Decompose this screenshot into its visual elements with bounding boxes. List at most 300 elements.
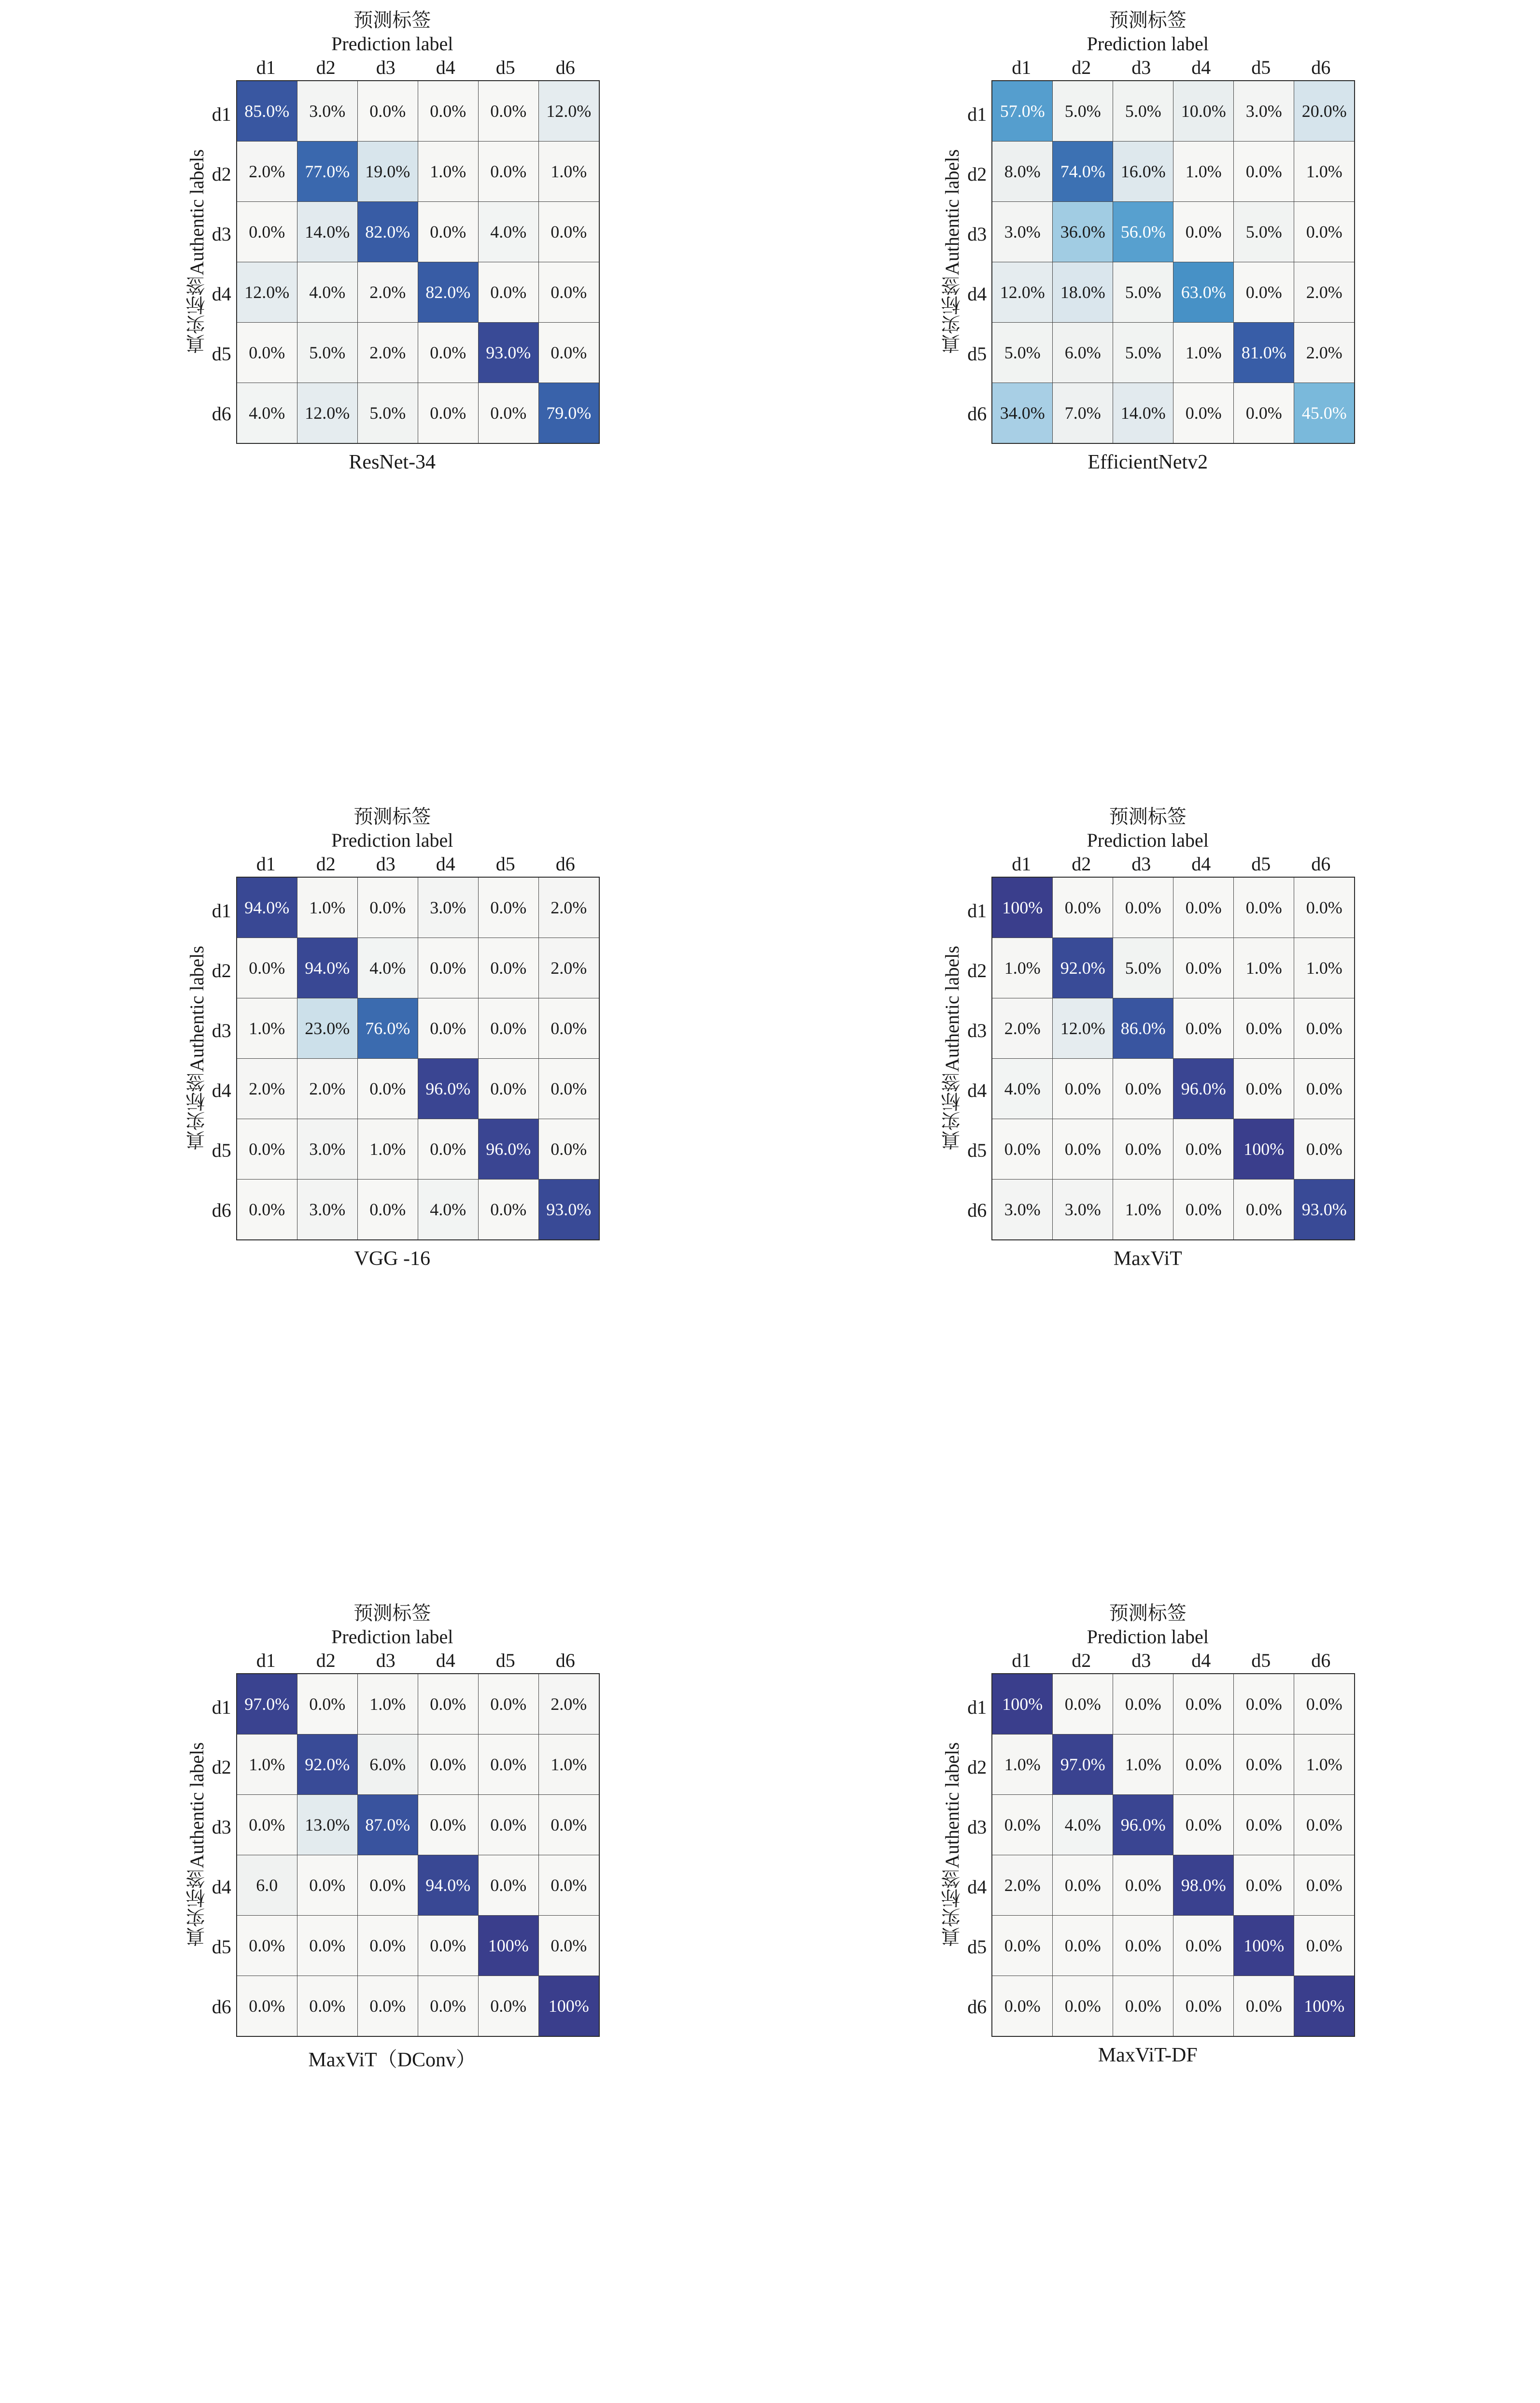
- matrix-cell: 0.0%: [1173, 1674, 1234, 1735]
- matrix-cell: 0.0%: [1113, 877, 1173, 938]
- matrix-cell: 10.0%: [1173, 81, 1234, 142]
- table-row: [992, 383, 1355, 443]
- matrix-cell: 0.0%: [1053, 877, 1113, 938]
- table-row: [992, 201, 1355, 262]
- matrix-cell: 85.0%: [237, 81, 297, 142]
- table-row: [237, 1674, 599, 1735]
- confusion-matrix-panel: [14, 9, 770, 805]
- model-name-label: MaxViT（DConv）: [308, 2048, 476, 2071]
- matrix-cell: 0.0%: [237, 938, 297, 998]
- matrix-cell: 45.0%: [1294, 383, 1355, 443]
- matrix-cell: 1.0%: [1113, 1179, 1173, 1240]
- column-label-d5: d5: [1251, 853, 1271, 875]
- confusion-matrix-table: [991, 80, 1355, 444]
- column-label-d6: d6: [555, 853, 575, 875]
- row-label-d2: d2: [212, 163, 231, 185]
- panel-top-title: [331, 805, 453, 853]
- matrix-cell: 100%: [538, 1976, 599, 2036]
- column-labels: [991, 855, 1355, 877]
- column-label-d6: d6: [555, 1649, 575, 1671]
- confusion-matrix-panel: [14, 1602, 770, 2398]
- matrix-cell: 0.0%: [418, 1915, 478, 1976]
- matrix-cell: 0.0%: [478, 1674, 538, 1735]
- matrix-cell: 0.0%: [1113, 1855, 1173, 1915]
- matrix-cell: 81.0%: [1234, 322, 1294, 383]
- matrix-cell: 93.0%: [538, 1179, 599, 1240]
- panel-top-title: [1087, 1602, 1209, 1649]
- table-row: [237, 1855, 599, 1915]
- row-label-d3: d3: [212, 223, 231, 245]
- table-row: [237, 1734, 599, 1794]
- row-label-d6: d6: [212, 403, 231, 425]
- matrix-cell: 0.0%: [1294, 877, 1355, 938]
- matrix-cell: 5.0%: [297, 322, 357, 383]
- column-label-d2: d2: [316, 1649, 336, 1671]
- matrix-cell: 1.0%: [357, 1674, 418, 1735]
- table-row: [237, 1058, 599, 1119]
- table-row: [992, 1058, 1355, 1119]
- y-axis-label: [940, 59, 964, 444]
- row-label-d5: d5: [212, 343, 231, 365]
- matrix-cell: 1.0%: [1173, 141, 1234, 201]
- table-row: [237, 322, 599, 383]
- matrix-cell: 3.0%: [297, 81, 357, 142]
- matrix-cell: 1.0%: [1173, 322, 1234, 383]
- authentic-labels-cn: 真实标签: [185, 1869, 208, 1947]
- matrix-cell: 0.0%: [1053, 1119, 1113, 1179]
- matrix-cell: 0.0%: [357, 81, 418, 142]
- model-name-label: ResNet-34: [349, 451, 436, 473]
- matrix-cell: 0.0%: [1294, 1794, 1355, 1855]
- row-label-d4: d4: [967, 1080, 987, 1102]
- table-row: [237, 1915, 599, 1976]
- prediction-label-cn: 预测标签: [353, 1602, 431, 1624]
- matrix-cell: 5.0%: [1113, 938, 1173, 998]
- matrix-cell: 96.0%: [1173, 1058, 1234, 1119]
- matrix-cell: 0.0%: [478, 262, 538, 322]
- prediction-label-en: Prediction label: [331, 32, 453, 55]
- matrix-cell: 4.0%: [237, 383, 297, 443]
- table-row: [992, 1794, 1355, 1855]
- column-label-d6: d6: [1311, 56, 1331, 78]
- column-label-d5: d5: [495, 853, 515, 875]
- matrix-cell: 93.0%: [1294, 1179, 1355, 1240]
- matrix-cell: 0.0%: [1294, 201, 1355, 262]
- table-row: [237, 262, 599, 322]
- column-labels: [236, 855, 600, 877]
- prediction-label-en: Prediction label: [1087, 32, 1209, 55]
- prediction-label-cn: 预测标签: [1109, 1602, 1187, 1624]
- matrix-cell: 0.0%: [538, 1058, 599, 1119]
- matrix-cell: 0.0%: [538, 998, 599, 1058]
- matrix-cell: 1.0%: [1234, 938, 1294, 998]
- column-label-d3: d3: [1131, 1649, 1151, 1671]
- matrix-cell: 57.0%: [992, 81, 1053, 142]
- column-label-d4: d4: [436, 1649, 455, 1671]
- row-labels: [967, 59, 987, 444]
- model-name-label: MaxViT-DF: [1098, 2044, 1198, 2066]
- row-labels: [967, 855, 987, 1240]
- column-label-d5: d5: [1251, 1649, 1271, 1671]
- column-labels: [991, 56, 1355, 80]
- matrix-cell: 0.0%: [237, 1179, 297, 1240]
- matrix-cell: 100%: [1294, 1976, 1355, 2036]
- matrix-cell: 0.0%: [538, 1855, 599, 1915]
- table-row: [237, 201, 599, 262]
- matrix-cell: 0.0%: [478, 1179, 538, 1240]
- matrix-cell: 74.0%: [1053, 141, 1113, 201]
- matrix-cell: 0.0%: [1053, 1855, 1113, 1915]
- row-label-d1: d1: [212, 900, 231, 922]
- table-row: [992, 998, 1355, 1058]
- row-labels: [967, 1652, 987, 2037]
- matrix-cell: 12.0%: [297, 383, 357, 443]
- matrix-cell: 1.0%: [1113, 1734, 1173, 1794]
- column-label-d1: d1: [1012, 56, 1031, 78]
- matrix-cell: 2.0%: [237, 1058, 297, 1119]
- matrix-cell: 20.0%: [1294, 81, 1355, 142]
- authentic-labels-en: Authentic labels: [941, 1742, 963, 1868]
- row-label-d2: d2: [212, 1756, 231, 1778]
- table-row: [237, 1794, 599, 1855]
- matrix-cell: 0.0%: [1113, 1058, 1173, 1119]
- matrix-cell: 0.0%: [538, 1915, 599, 1976]
- matrix-cell: 77.0%: [297, 141, 357, 201]
- authentic-labels-cn: 真实标签: [941, 276, 963, 354]
- column-label-d4: d4: [436, 853, 455, 875]
- matrix-cell: 0.0%: [1053, 1976, 1113, 2036]
- confusion-matrix-table: [236, 1673, 600, 2037]
- row-label-d1: d1: [967, 900, 987, 922]
- matrix-area: [185, 855, 600, 1240]
- matrix-with-column-labels: [236, 1649, 600, 2037]
- column-labels: [991, 1649, 1355, 1673]
- row-label-d3: d3: [967, 223, 987, 245]
- matrix-cell: 0.0%: [1113, 1915, 1173, 1976]
- matrix-cell: 3.0%: [992, 201, 1053, 262]
- matrix-cell: 0.0%: [357, 877, 418, 938]
- matrix-cell: 1.0%: [538, 141, 599, 201]
- matrix-cell: 2.0%: [992, 998, 1053, 1058]
- row-label-d1: d1: [212, 103, 231, 126]
- matrix-cell: 0.0%: [478, 383, 538, 443]
- table-row: [237, 998, 599, 1058]
- matrix-cell: 0.0%: [1053, 1915, 1113, 1976]
- matrix-cell: 4.0%: [1053, 1794, 1113, 1855]
- matrix-cell: 100%: [478, 1915, 538, 1976]
- matrix-cell: 0.0%: [538, 262, 599, 322]
- column-label-d3: d3: [376, 853, 396, 875]
- authentic-labels-en: Authentic labels: [185, 149, 208, 275]
- row-label-d2: d2: [212, 960, 231, 982]
- row-label-d5: d5: [967, 343, 987, 365]
- matrix-cell: 0.0%: [1234, 1855, 1294, 1915]
- matrix-cell: 4.0%: [418, 1179, 478, 1240]
- prediction-label-en: Prediction label: [331, 1625, 453, 1648]
- matrix-cell: 0.0%: [357, 1179, 418, 1240]
- matrix-cell: 0.0%: [478, 141, 538, 201]
- confusion-matrix-table: [991, 1673, 1355, 2037]
- confusion-matrix-panel: [14, 805, 770, 1602]
- matrix-cell: 0.0%: [357, 1976, 418, 2036]
- matrix-cell: 82.0%: [418, 262, 478, 322]
- matrix-cell: 0.0%: [357, 1855, 418, 1915]
- matrix-cell: 97.0%: [1053, 1734, 1113, 1794]
- matrix-area: [940, 56, 1355, 444]
- matrix-cell: 4.0%: [297, 262, 357, 322]
- matrix-cell: 1.0%: [1294, 1734, 1355, 1794]
- matrix-cell: 2.0%: [1294, 262, 1355, 322]
- matrix-cell: 0.0%: [418, 201, 478, 262]
- table-row: [237, 1119, 599, 1179]
- matrix-cell: 92.0%: [1053, 938, 1113, 998]
- row-label-d4: d4: [212, 1876, 231, 1898]
- column-label-d6: d6: [1311, 1649, 1331, 1671]
- matrix-cell: 0.0%: [538, 322, 599, 383]
- matrix-cell: 12.0%: [1053, 998, 1113, 1058]
- row-label-d5: d5: [212, 1139, 231, 1162]
- column-label-d3: d3: [1131, 56, 1151, 78]
- matrix-cell: 2.0%: [1294, 322, 1355, 383]
- prediction-label-en: Prediction label: [1087, 1625, 1209, 1648]
- matrix-cell: 98.0%: [1173, 1855, 1234, 1915]
- matrix-cell: 0.0%: [297, 1915, 357, 1976]
- matrix-cell: 0.0%: [992, 1915, 1053, 1976]
- matrix-cell: 1.0%: [237, 1734, 297, 1794]
- table-row: [237, 141, 599, 201]
- matrix-cell: 0.0%: [1173, 938, 1234, 998]
- prediction-label-en: Prediction label: [1087, 829, 1209, 851]
- matrix-cell: 0.0%: [992, 1794, 1053, 1855]
- table-row: [992, 81, 1355, 142]
- model-name-label: MaxViT: [1113, 1247, 1182, 1270]
- matrix-cell: 0.0%: [1173, 1794, 1234, 1855]
- matrix-cell: 6.0%: [1053, 322, 1113, 383]
- matrix-cell: 0.0%: [1234, 1794, 1294, 1855]
- matrix-cell: 0.0%: [418, 1674, 478, 1735]
- authentic-labels-en: Authentic labels: [941, 945, 963, 1072]
- matrix-cell: 0.0%: [1234, 1674, 1294, 1735]
- matrix-cell: 0.0%: [478, 81, 538, 142]
- matrix-cell: 1.0%: [237, 998, 297, 1058]
- row-label-d5: d5: [212, 1936, 231, 1958]
- column-label-d4: d4: [1191, 56, 1211, 78]
- column-label-d2: d2: [1072, 56, 1091, 78]
- matrix-cell: 0.0%: [297, 1976, 357, 2036]
- table-row: [992, 1976, 1355, 2036]
- matrix-cell: 8.0%: [992, 141, 1053, 201]
- matrix-cell: 6.0: [237, 1855, 297, 1915]
- column-label-d6: d6: [1311, 853, 1331, 875]
- matrix-cell: 0.0%: [1234, 262, 1294, 322]
- prediction-label-en: Prediction label: [331, 829, 453, 851]
- matrix-cell: 0.0%: [1234, 1179, 1294, 1240]
- model-name-label: EfficientNetv2: [1088, 451, 1208, 473]
- matrix-cell: 0.0%: [1294, 1855, 1355, 1915]
- y-axis-label: [185, 59, 209, 444]
- table-row: [992, 1734, 1355, 1794]
- matrix-cell: 1.0%: [992, 938, 1053, 998]
- matrix-cell: 0.0%: [418, 1119, 478, 1179]
- matrix-cell: 2.0%: [538, 877, 599, 938]
- table-row: [992, 322, 1355, 383]
- matrix-cell: 4.0%: [992, 1058, 1053, 1119]
- column-label-d3: d3: [376, 1649, 396, 1671]
- matrix-cell: 0.0%: [992, 1119, 1053, 1179]
- matrix-cell: 94.0%: [418, 1855, 478, 1915]
- matrix-cell: 36.0%: [1053, 201, 1113, 262]
- prediction-label-cn: 预测标签: [353, 9, 431, 31]
- row-label-d4: d4: [967, 1876, 987, 1898]
- row-label-d6: d6: [967, 1996, 987, 2018]
- column-label-d3: d3: [1131, 853, 1151, 875]
- matrix-cell: 2.0%: [992, 1855, 1053, 1915]
- matrix-cell: 0.0%: [297, 1855, 357, 1915]
- table-row: [237, 81, 599, 142]
- matrix-cell: 0.0%: [237, 1119, 297, 1179]
- matrix-cell: 82.0%: [357, 201, 418, 262]
- matrix-cell: 0.0%: [478, 938, 538, 998]
- matrix-cell: 0.0%: [1113, 1674, 1173, 1735]
- matrix-cell: 3.0%: [1053, 1179, 1113, 1240]
- matrix-with-column-labels: [236, 855, 600, 1240]
- row-label-d3: d3: [212, 1816, 231, 1838]
- row-label-d5: d5: [967, 1139, 987, 1162]
- matrix-cell: 1.0%: [992, 1734, 1053, 1794]
- matrix-cell: 0.0%: [1173, 1179, 1234, 1240]
- row-labels: [212, 1652, 231, 2037]
- column-label-d5: d5: [495, 1649, 515, 1671]
- matrix-cell: 86.0%: [1113, 998, 1173, 1058]
- column-label-d1: d1: [1012, 1649, 1031, 1671]
- matrix-area: [940, 855, 1355, 1240]
- matrix-cell: 0.0%: [357, 1058, 418, 1119]
- y-axis-label: [940, 855, 964, 1240]
- column-label-d4: d4: [1191, 1649, 1211, 1671]
- matrix-cell: 96.0%: [1113, 1794, 1173, 1855]
- matrix-cell: 5.0%: [992, 322, 1053, 383]
- matrix-cell: 0.0%: [237, 1794, 297, 1855]
- table-row: [992, 1855, 1355, 1915]
- matrix-cell: 0.0%: [237, 1915, 297, 1976]
- matrix-cell: 0.0%: [1173, 1976, 1234, 2036]
- matrix-cell: 0.0%: [478, 1976, 538, 2036]
- confusion-matrix-table: [236, 80, 600, 444]
- matrix-cell: 1.0%: [538, 1734, 599, 1794]
- authentic-labels-en: Authentic labels: [185, 945, 208, 1072]
- panel-top-title: [1087, 805, 1209, 853]
- matrix-cell: 12.0%: [992, 262, 1053, 322]
- matrix-cell: 0.0%: [1234, 141, 1294, 201]
- row-label-d6: d6: [212, 1996, 231, 2018]
- matrix-cell: 0.0%: [1234, 1058, 1294, 1119]
- matrix-cell: 0.0%: [418, 1976, 478, 2036]
- matrix-cell: 0.0%: [1173, 383, 1234, 443]
- matrix-cell: 94.0%: [297, 938, 357, 998]
- matrix-cell: 56.0%: [1113, 201, 1173, 262]
- matrix-cell: 0.0%: [1113, 1119, 1173, 1179]
- matrix-cell: 6.0%: [357, 1734, 418, 1794]
- matrix-cell: 0.0%: [1113, 1976, 1173, 2036]
- confusion-matrix-panel: [770, 805, 1526, 1602]
- model-name-label: VGG -16: [354, 1247, 430, 1270]
- matrix-cell: 0.0%: [538, 1119, 599, 1179]
- matrix-cell: 0.0%: [478, 1734, 538, 1794]
- prediction-label-cn: 预测标签: [353, 806, 431, 827]
- table-row: [992, 1674, 1355, 1735]
- matrix-cell: 34.0%: [992, 383, 1053, 443]
- matrix-cell: 14.0%: [297, 201, 357, 262]
- matrix-cell: 5.0%: [1113, 322, 1173, 383]
- matrix-cell: 5.0%: [1053, 81, 1113, 142]
- row-label-d3: d3: [967, 1816, 987, 1838]
- matrix-cell: 12.0%: [538, 81, 599, 142]
- row-label-d6: d6: [967, 403, 987, 425]
- column-label-d6: d6: [555, 56, 575, 78]
- matrix-cell: 3.0%: [418, 877, 478, 938]
- row-label-d1: d1: [967, 1696, 987, 1719]
- matrix-cell: 0.0%: [418, 1794, 478, 1855]
- matrix-cell: 5.0%: [1234, 201, 1294, 262]
- row-labels: [212, 855, 231, 1240]
- matrix-with-column-labels: [991, 56, 1355, 444]
- row-label-d6: d6: [967, 1199, 987, 1222]
- matrix-cell: 0.0%: [1294, 998, 1355, 1058]
- matrix-cell: 4.0%: [357, 938, 418, 998]
- matrix-cell: 0.0%: [357, 1915, 418, 1976]
- column-label-d2: d2: [1072, 853, 1091, 875]
- matrix-cell: 5.0%: [357, 383, 418, 443]
- matrix-cell: 3.0%: [992, 1179, 1053, 1240]
- matrix-cell: 0.0%: [1173, 1734, 1234, 1794]
- row-label-d1: d1: [212, 1696, 231, 1719]
- panel-top-title: [331, 1602, 453, 1649]
- matrix-cell: 0.0%: [1234, 877, 1294, 938]
- column-label-d2: d2: [316, 853, 336, 875]
- matrix-cell: 12.0%: [237, 262, 297, 322]
- y-axis-label: [185, 855, 209, 1240]
- table-row: [992, 1119, 1355, 1179]
- column-label-d1: d1: [256, 1649, 276, 1671]
- matrix-cell: 100%: [1234, 1119, 1294, 1179]
- matrix-area: [940, 1649, 1355, 2037]
- matrix-cell: 100%: [1234, 1915, 1294, 1976]
- table-row: [237, 1976, 599, 2036]
- matrix-cell: 0.0%: [1173, 1119, 1234, 1179]
- table-row: [992, 1915, 1355, 1976]
- matrix-cell: 0.0%: [1234, 383, 1294, 443]
- confusion-matrix-table: [991, 877, 1355, 1240]
- row-label-d2: d2: [967, 163, 987, 185]
- matrix-cell: 2.0%: [357, 322, 418, 383]
- column-label-d1: d1: [256, 853, 276, 875]
- matrix-cell: 2.0%: [538, 938, 599, 998]
- authentic-labels-en: Authentic labels: [941, 149, 963, 275]
- row-labels: [212, 59, 231, 444]
- matrix-cell: 19.0%: [357, 141, 418, 201]
- y-axis-label: [185, 1652, 209, 2037]
- matrix-cell: 2.0%: [237, 141, 297, 201]
- matrix-cell: 18.0%: [1053, 262, 1113, 322]
- matrix-cell: 13.0%: [297, 1794, 357, 1855]
- confusion-matrix-panel: [770, 1602, 1526, 2398]
- panel-top-title: [1087, 9, 1209, 56]
- table-row: [237, 938, 599, 998]
- matrix-cell: 0.0%: [1173, 877, 1234, 938]
- matrix-cell: 5.0%: [1113, 81, 1173, 142]
- row-label-d2: d2: [967, 960, 987, 982]
- column-label-d4: d4: [436, 56, 455, 78]
